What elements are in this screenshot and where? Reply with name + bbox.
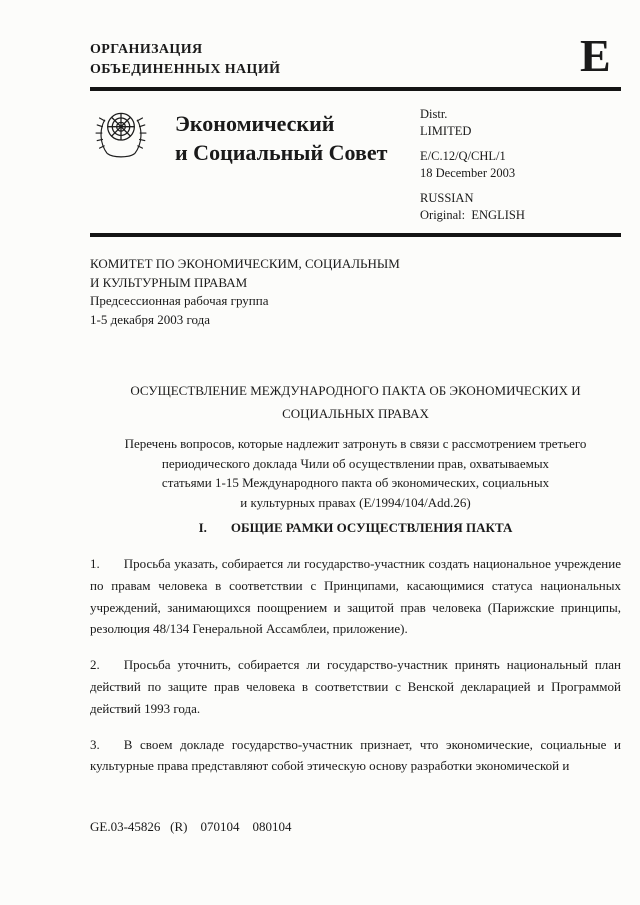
paragraph	[90, 654, 621, 719]
org-name-line2: ОБЪЕДИНЕННЫХ НАЦИЙ	[90, 61, 281, 77]
document-title-line2: СОЦИАЛЬНЫХ ПРАВАХ	[282, 406, 429, 421]
org-name	[90, 40, 280, 79]
council-title-line1: Экономический	[175, 111, 335, 136]
distr-label: Distr.	[420, 107, 448, 121]
paragraph-number: 1.	[90, 556, 100, 571]
section-number: I.	[198, 520, 207, 535]
body-text	[90, 553, 621, 791]
document-title	[90, 379, 621, 425]
document-subtitle-line1: Перечень вопросов, которые надлежит затронуть в связи с рассмотрением третьего	[124, 436, 587, 451]
committee-block	[90, 255, 400, 329]
org-name-line1: ОРГАНИЗАЦИЯ	[90, 42, 203, 57]
paragraph-number: 3.	[90, 736, 100, 752]
document-subtitle-line2: периодического доклада Чили об осуществлении прав, охватываемых	[161, 455, 550, 471]
document-subtitle-line3: статьями 1-15 Международного пакта об экономических, социальных	[161, 475, 550, 490]
distribution-block	[420, 106, 525, 223]
paragraph-text: В своем докладе государство-участник признает, что экономические, социальные и культурные права представляют собой этическую основу разработки экономической и	[90, 736, 621, 774]
spacer	[420, 139, 525, 148]
distr-value: LIMITED	[420, 123, 472, 138]
section-rule	[90, 233, 621, 237]
section-heading-text: ОБЩИЕ РАМКИ ОСУЩЕСТВЛЕНИЯ ПАКТА	[230, 520, 513, 535]
paragraph	[90, 553, 621, 640]
un-emblem	[92, 102, 150, 168]
footer-code: GE.03-45826 (R) 070104 080104	[90, 819, 292, 834]
spacer	[420, 181, 525, 190]
paragraph-number: 2.	[90, 657, 100, 673]
document-series-letter: E	[580, 30, 611, 81]
working-group: Предсессионная рабочая группа	[90, 293, 269, 308]
original-language: Original: ENGLISH	[420, 207, 525, 222]
paragraph-text: Просьба уточнить, собирается ли государство-участник принять национальный план действий по защите прав человека в соответствии с Венской декларацией и Программой действий 1993 года.	[90, 657, 621, 716]
session-dates: 1-5 декабря 2003 года	[90, 311, 210, 327]
committee-name-line1: КОМИТЕТ ПО ЭКОНОМИЧЕСКИМ, СОЦИАЛЬНЫМ	[90, 256, 400, 271]
paragraph-text: Просьба указать, собирается ли государство-участник создать национальное учреждение по правам человека в соответствии с Принципами, касающимися статуса национальных учреждений, занимающихся поощрением и защитой прав человека (Парижские принципы, резолюция 48/134 Генеральной Ассамблеи, приложение).	[90, 556, 621, 637]
section-heading	[90, 520, 621, 536]
council-title-line2: и Социальный Совет	[175, 139, 388, 165]
un-emblem-icon	[92, 102, 150, 163]
document-symbol: E/C.12/Q/CHL/1	[420, 149, 506, 163]
header-rule	[90, 87, 621, 91]
paragraph	[90, 734, 621, 778]
document-language: RUSSIAN	[420, 191, 474, 205]
document-title-line1: ОСУЩЕСТВЛЕНИЕ МЕЖДУНАРОДНОГО ПАКТА ОБ ЭКОНОМИЧЕСКИХ И	[130, 383, 581, 398]
document-subtitle-line4: и культурных правах (E/1994/104/Add.26)	[240, 494, 471, 510]
committee-name-line2: И КУЛЬТУРНЫМ ПРАВАМ	[90, 274, 248, 290]
council-title	[175, 110, 387, 167]
document-date: 18 December 2003	[420, 165, 516, 180]
document-subtitle	[75, 434, 636, 512]
